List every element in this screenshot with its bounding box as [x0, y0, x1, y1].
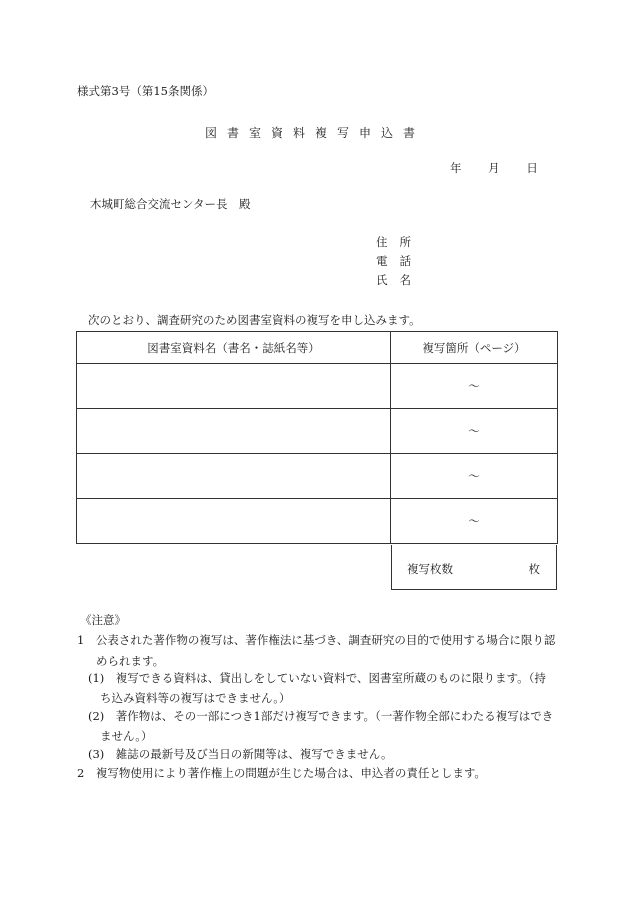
- note-1-sub-2: [88, 706, 556, 746]
- page-range-cell[interactable]: ～: [391, 409, 558, 454]
- note-2: 2 複写物使用により著作権上の問題が生じた場合は、申込者の責任とします。: [77, 766, 486, 780]
- form-number: 様式第3号（第15条関係）: [77, 84, 214, 98]
- address-label-text: 住所: [376, 235, 423, 249]
- copy-sheets-label: 複写枚数: [407, 562, 453, 576]
- table-row: [77, 454, 558, 499]
- table-row: [77, 409, 558, 454]
- material-cell[interactable]: [77, 409, 391, 454]
- note-1-sub-2-text: (2) 著作物は、その一部につき1部だけ複写できます。（一著作物全部にわたる複写はできません。）: [88, 709, 554, 743]
- header-material: 図書室資料名（書名・誌紙名等）: [77, 332, 391, 364]
- page-range-cell[interactable]: ～: [391, 454, 558, 499]
- note-1-sub-1-text: (1) 複写できる資料は、貸出しをしていない資料で、図書室所蔵のものに限ります。（持ち込み資料等の複写はできません。）: [88, 671, 546, 705]
- recipient: 木城町総合交流センター長 殿: [90, 197, 251, 211]
- document-title: 図書室資料複写申込書: [204, 126, 425, 140]
- applicant-address-label: [376, 234, 423, 250]
- table-header-row: [77, 332, 558, 364]
- copy-sheets-box[interactable]: [391, 545, 557, 590]
- date-line: [450, 160, 561, 176]
- page-range-cell[interactable]: ～: [391, 364, 558, 409]
- note-1-sub-1: [88, 668, 556, 708]
- date-month-label: 月: [488, 161, 500, 175]
- copy-request-table: [76, 331, 558, 544]
- note-1-text: 1 公表された著作物の複写は、著作権法に基づき、調査研究の目的で使用する場合に限り認められます。: [77, 633, 556, 668]
- material-cell[interactable]: [77, 454, 391, 499]
- phone-label-text: 電話: [376, 254, 423, 268]
- date-year-label: 年: [450, 161, 462, 175]
- date-day-label: 日: [526, 161, 538, 175]
- copy-sheets-unit: 枚: [528, 562, 540, 576]
- note-1: [77, 630, 557, 672]
- note-1-sub-3: [88, 744, 556, 764]
- table-row: [77, 364, 558, 409]
- name-label-text: 氏名: [376, 273, 423, 287]
- notes-heading: 《注意》: [80, 613, 126, 627]
- header-pages: 複写箇所（ページ）: [391, 332, 558, 364]
- material-cell[interactable]: [77, 499, 391, 544]
- applicant-name-label: [376, 272, 423, 288]
- page-range-cell[interactable]: ～: [391, 499, 558, 544]
- material-cell[interactable]: [77, 364, 391, 409]
- applicant-phone-label: [376, 253, 423, 269]
- intro-text: 次のとおり、調査研究のため図書室資料の複写を申し込みます。: [88, 313, 421, 327]
- note-1-sub-3-text: (3) 雑誌の最新号及び当日の新聞等は、複写できません。: [88, 747, 393, 761]
- table-row: [77, 499, 558, 544]
